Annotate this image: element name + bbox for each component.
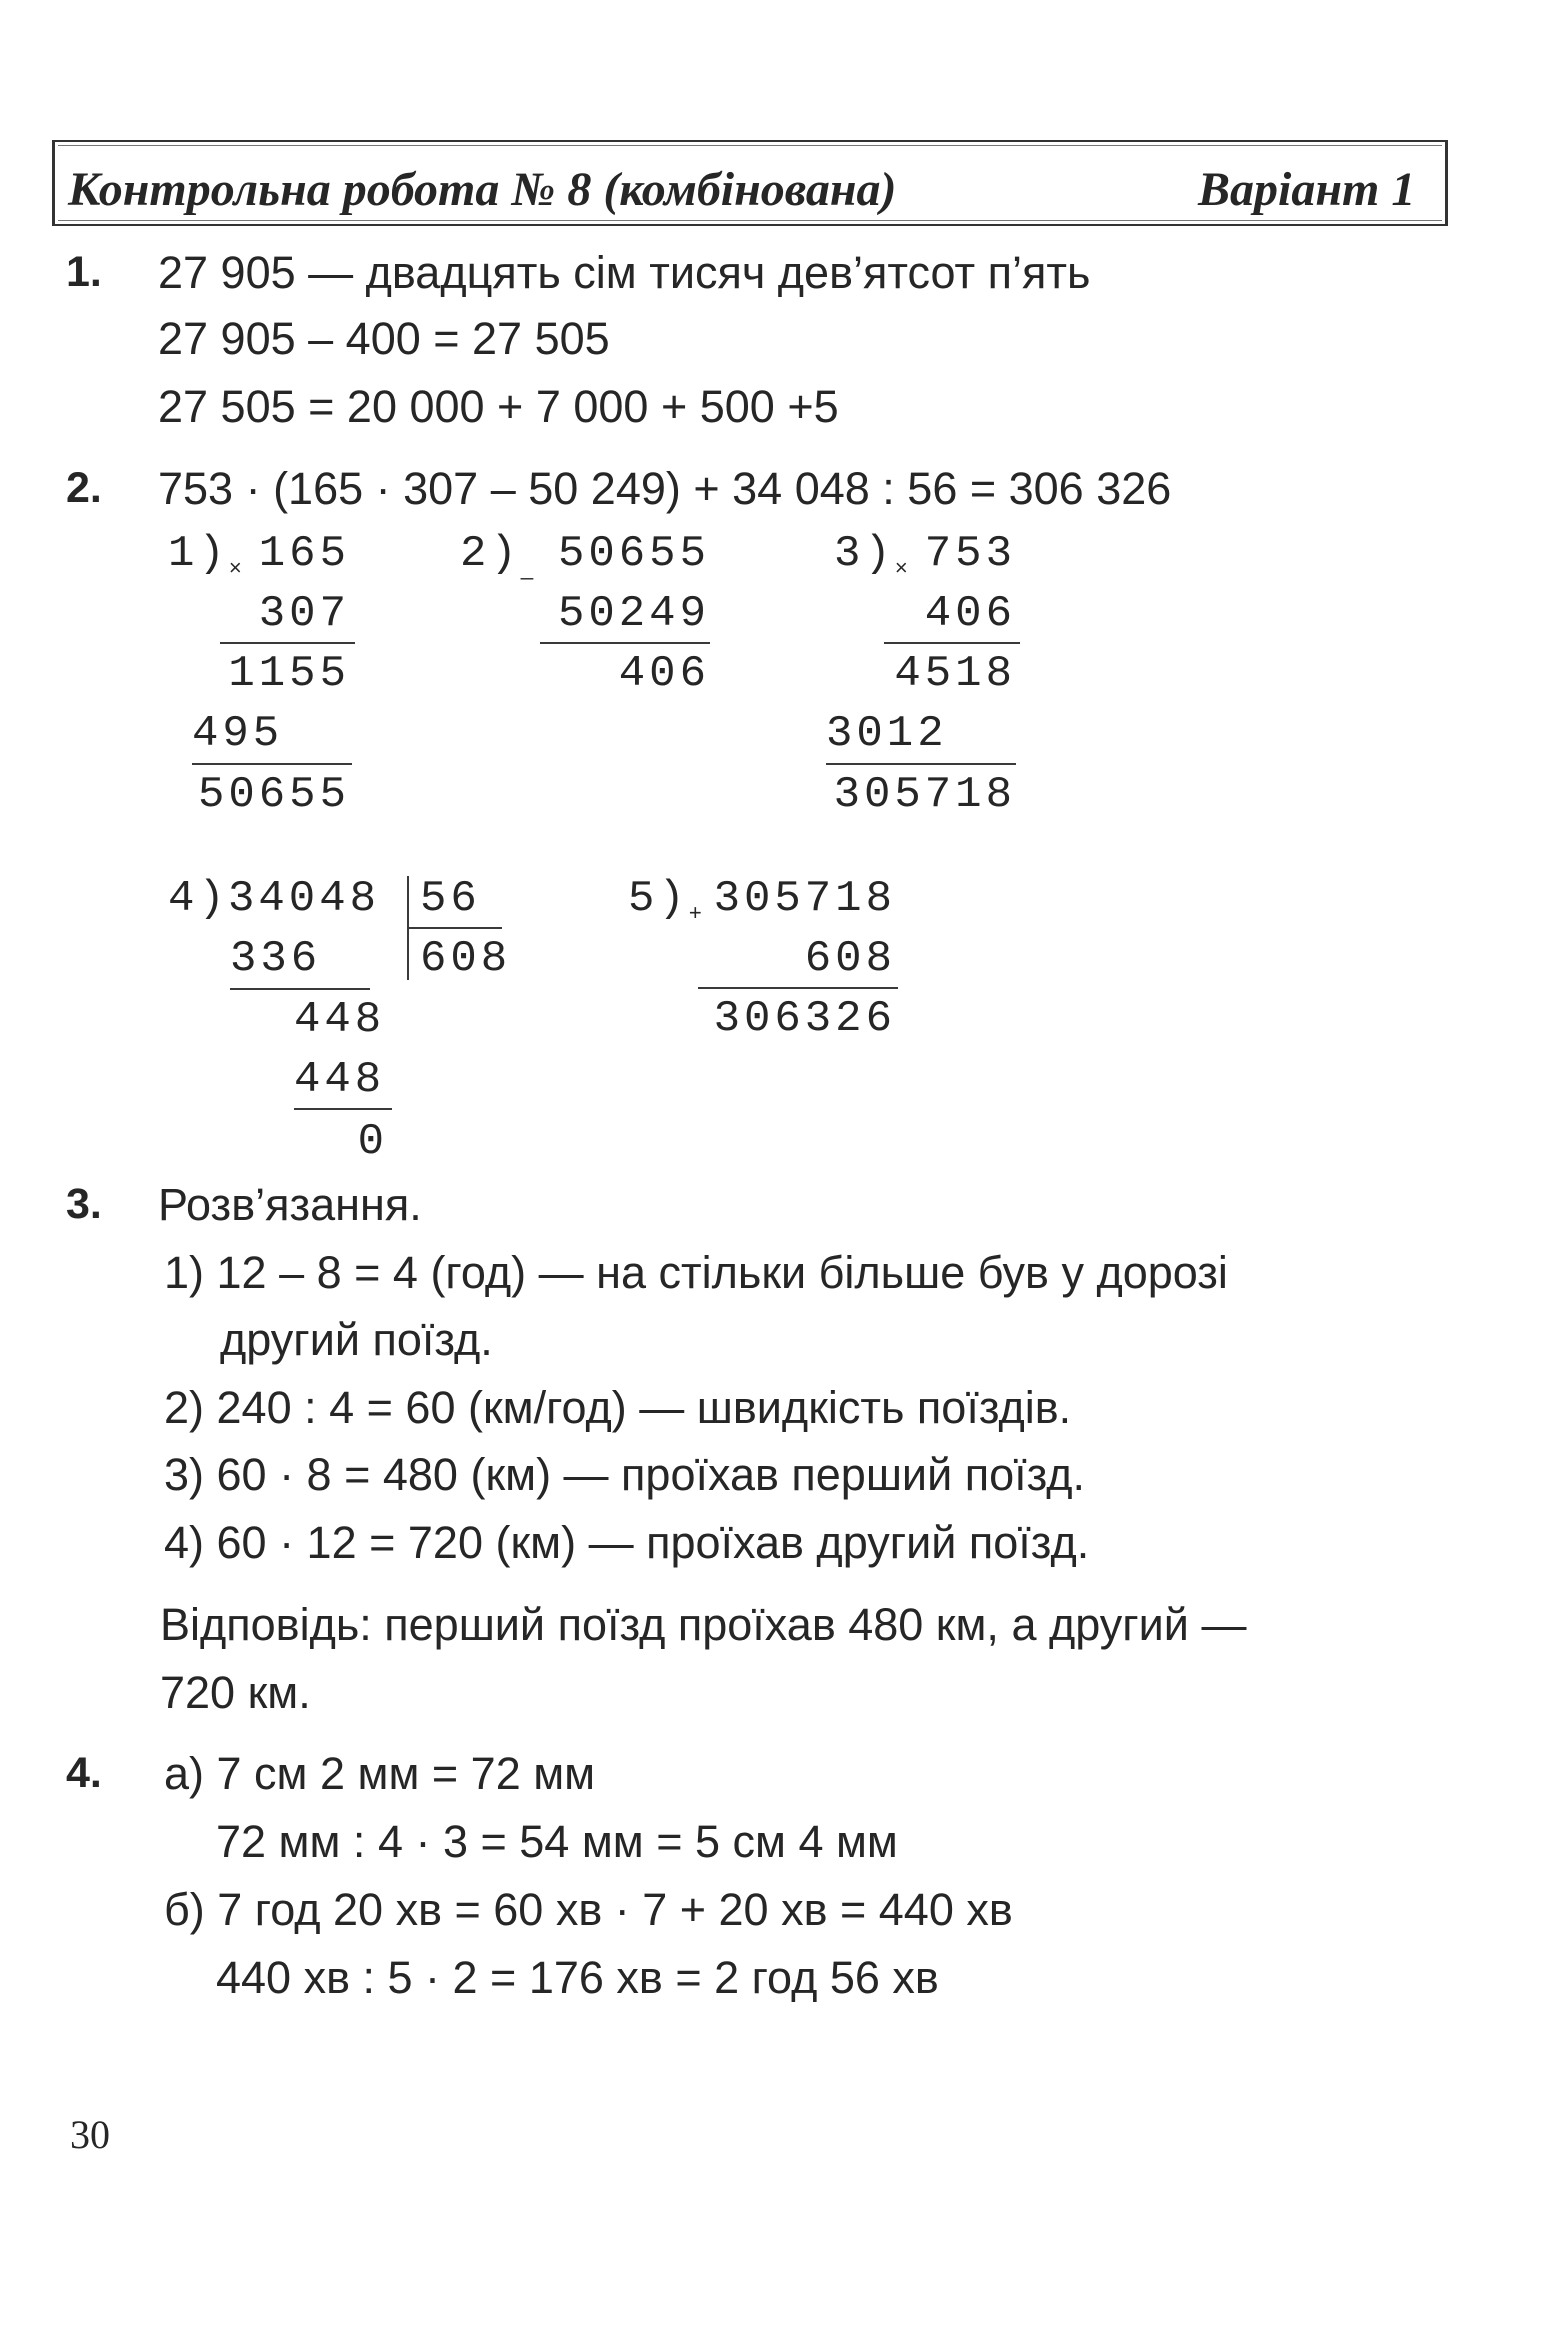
page-number: 30	[70, 2112, 110, 2157]
task-3-step-1a: 1) 12 – 8 = 4 (год) — на стільки більше був у дорозі	[164, 1247, 1228, 1298]
calc-2-line	[540, 642, 710, 644]
calc-4-quotient: 608	[420, 934, 512, 984]
task-1-line-3: 27 505 = 20 000 + 7 000 + 500 +5	[158, 381, 839, 432]
calc-5-result: 306326	[713, 994, 896, 1044]
calc-4-line-1	[230, 988, 370, 990]
task-4-a-line-2: 72 мм : 4 · 3 = 54 мм = 5 см 4 мм	[216, 1816, 898, 1867]
task-3-step-4: 4) 60 · 12 = 720 (км) — проїхав другий поїзд.	[164, 1517, 1090, 1568]
calc-5-addend-2: 608	[804, 934, 896, 984]
task-3-step-1b: другий поїзд.	[220, 1314, 493, 1365]
task-4-number: 4.	[66, 1749, 102, 1797]
calc-4-subtract-2: 448	[294, 1055, 386, 1105]
calc-4-divisor: 56	[420, 874, 481, 924]
calc-4-label: 4)	[168, 874, 229, 924]
calc-4-remainder-1: 448	[294, 995, 386, 1045]
calc-1-multiplier: 307	[258, 589, 350, 639]
task-1-line-2: 27 905 – 400 = 27 505	[158, 313, 610, 364]
task-4-a-line-1: а) 7 см 2 мм = 72 мм	[164, 1748, 596, 1799]
task-2-expression: 753 · (165 · 307 – 50 249) + 34 048 : 56 = 306 326	[158, 463, 1172, 514]
calc-3-partial-1: 4518	[894, 649, 1016, 699]
variant-label: Варіант 1	[1198, 163, 1416, 216]
calc-4-divider-horizontal	[407, 927, 502, 929]
test-title: Контрольна робота № 8 (комбінована)	[68, 163, 897, 216]
calc-2-minuend: 50655	[557, 529, 710, 579]
calc-1-multiplicand: 165	[258, 529, 350, 579]
task-3-heading: Розв’язання.	[158, 1179, 422, 1230]
task-1-line-1: 27 905 — двадцять сім тисяч дев’ятсот п’ять	[158, 247, 1091, 298]
calc-3-result: 305718	[833, 770, 1016, 820]
calc-1-result: 50655	[197, 770, 350, 820]
calc-4-dividend: 34048	[228, 874, 381, 924]
calc-3-line-1	[884, 642, 1020, 644]
calc-4-remainder: 0	[357, 1117, 388, 1167]
calc-1-label: $1)_\times$	[168, 529, 242, 580]
calc-2-label: $2)_{\_}$	[460, 529, 534, 580]
calc-3-multiplier: 406	[924, 589, 1016, 639]
calc-3-multiplicand: 753	[924, 529, 1016, 579]
calc-5-label: $5)_+$	[628, 874, 702, 925]
task-3-step-2: 2) 240 : 4 = 60 (км/год) — швидкість поїздів.	[164, 1382, 1072, 1433]
calc-1-partial-1: 1155	[228, 649, 350, 699]
calc-1-line-2	[192, 763, 352, 765]
calc-5-line	[698, 987, 898, 989]
task-3-answer-1: Відповідь: перший поїзд проїхав 480 км, а другий —	[160, 1599, 1247, 1650]
calc-3-partial-2: 3012	[826, 709, 948, 759]
calc-3-line-2	[826, 763, 1016, 765]
calc-1-partial-2: 495	[192, 709, 284, 759]
calc-2-subtrahend: 50249	[557, 589, 710, 639]
calc-5-addend-1: 305718	[713, 874, 896, 924]
calc-4-line-2	[294, 1108, 392, 1110]
task-3-number: 3.	[66, 1180, 102, 1228]
task-4-b-line-2: 440 хв : 5 · 2 = 176 хв = 2 год 56 хв	[216, 1952, 939, 2003]
calc-2-result: 406	[618, 649, 710, 699]
task-3-answer-2: 720 км.	[160, 1667, 311, 1718]
task-2-number: 2.	[66, 464, 102, 512]
calc-1-line-1	[220, 642, 355, 644]
task-4-b-line-1: б) 7 год 20 хв = 60 хв · 7 + 20 хв = 440 хв	[164, 1884, 1013, 1935]
calc-4-subtract-1: 336	[230, 934, 322, 984]
task-1-number: 1.	[66, 248, 102, 296]
calc-3-label: $3)_\times$	[834, 529, 908, 580]
task-3-step-3: 3) 60 · 8 = 480 (км) — проїхав перший поїзд.	[164, 1449, 1086, 1500]
